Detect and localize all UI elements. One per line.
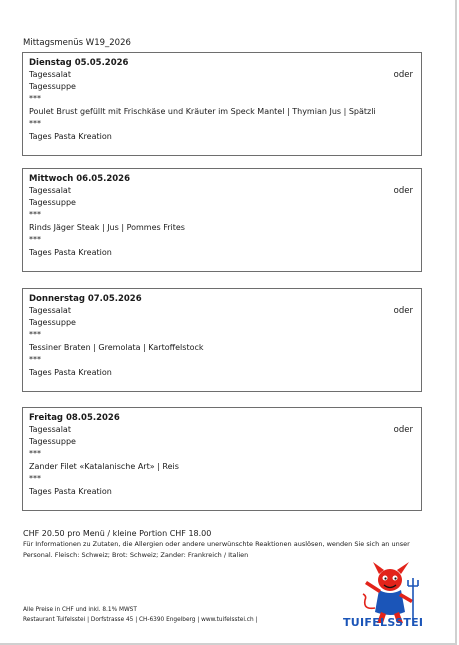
menu-line: Rinds Jäger Steak | Jus | Pommes Frites bbox=[29, 223, 185, 232]
document-title: Mittagsmenüs W19_2026 bbox=[23, 38, 131, 48]
menu-line: Tagessalat bbox=[29, 186, 71, 195]
menu-separator: *** bbox=[29, 94, 41, 103]
alternative-label: oder bbox=[393, 306, 413, 316]
menu-line: Tessiner Braten | Gremolata | Kartoffelstock bbox=[29, 343, 204, 352]
day-box-friday bbox=[22, 407, 422, 511]
day-heading: Donnerstag 07.05.2026 bbox=[29, 294, 142, 304]
menu-line: Tages Pasta Kreation bbox=[29, 487, 112, 496]
menu-line: Tagessalat bbox=[29, 425, 71, 434]
menu-line: Tages Pasta Kreation bbox=[29, 132, 112, 141]
menu-separator: *** bbox=[29, 355, 41, 364]
menu-line: Tagessuppe bbox=[29, 198, 76, 207]
menu-line: Tagessalat bbox=[29, 70, 71, 79]
day-heading: Dienstag 05.05.2026 bbox=[29, 58, 129, 68]
footer-prices-note: Alle Preise in CHF und inkl. 8.1% MWST bbox=[23, 607, 137, 613]
menu-separator: *** bbox=[29, 235, 41, 244]
day-heading: Mittwoch 06.05.2026 bbox=[29, 174, 131, 184]
allergen-info bbox=[23, 539, 433, 561]
alternative-label: oder bbox=[393, 186, 413, 196]
day-heading: Freitag 08.05.2026 bbox=[29, 413, 120, 423]
menu-line: Tages Pasta Kreation bbox=[29, 248, 112, 257]
alternative-label: oder bbox=[393, 425, 413, 435]
menu-separator: *** bbox=[29, 210, 41, 219]
day-box-thursday bbox=[22, 288, 422, 392]
menu-line: Zander Filet «Katalanische Art» | Reis bbox=[29, 462, 179, 471]
price-line: CHF 20.50 pro Menü / kleine Portion CHF 18.00 bbox=[23, 529, 212, 538]
menu-separator: *** bbox=[29, 119, 41, 128]
menu-line: Tagessuppe bbox=[29, 82, 76, 91]
footer-address: Restaurant Tuifelsstei | Dorfstrasse 45 | CH-6390 Engelberg | www.tuifelsstei.ch | bbox=[23, 617, 258, 623]
menu-line: Tagessuppe bbox=[29, 318, 76, 327]
day-box-tuesday bbox=[22, 52, 422, 156]
menu-separator: *** bbox=[29, 330, 41, 339]
allergen-info-line: Für Informationen zu Zutaten, die Allergien oder andere unerwünschte Reaktionen auslösen, wenden Sie sich an unser bbox=[23, 540, 410, 548]
logo-wordmark: TUIFELSSTEI bbox=[343, 616, 424, 629]
menu-separator: *** bbox=[29, 474, 41, 483]
menu-line: Tages Pasta Kreation bbox=[29, 368, 112, 377]
menu-line: Tagessuppe bbox=[29, 437, 76, 446]
alternative-label: oder bbox=[393, 70, 413, 80]
menu-line: Poulet Brust gefüllt mit Frischkäse und Kräuter im Speck Mantel | Thymian Jus | Spätzli bbox=[29, 107, 376, 116]
day-box-wednesday bbox=[22, 168, 422, 272]
menu-separator: *** bbox=[29, 449, 41, 458]
menu-line: Tagessalat bbox=[29, 306, 71, 315]
origin-info-line: Personal. Fleisch: Schweiz; Brot: Schweiz; Zander: Frankreich / Italien bbox=[23, 551, 249, 559]
